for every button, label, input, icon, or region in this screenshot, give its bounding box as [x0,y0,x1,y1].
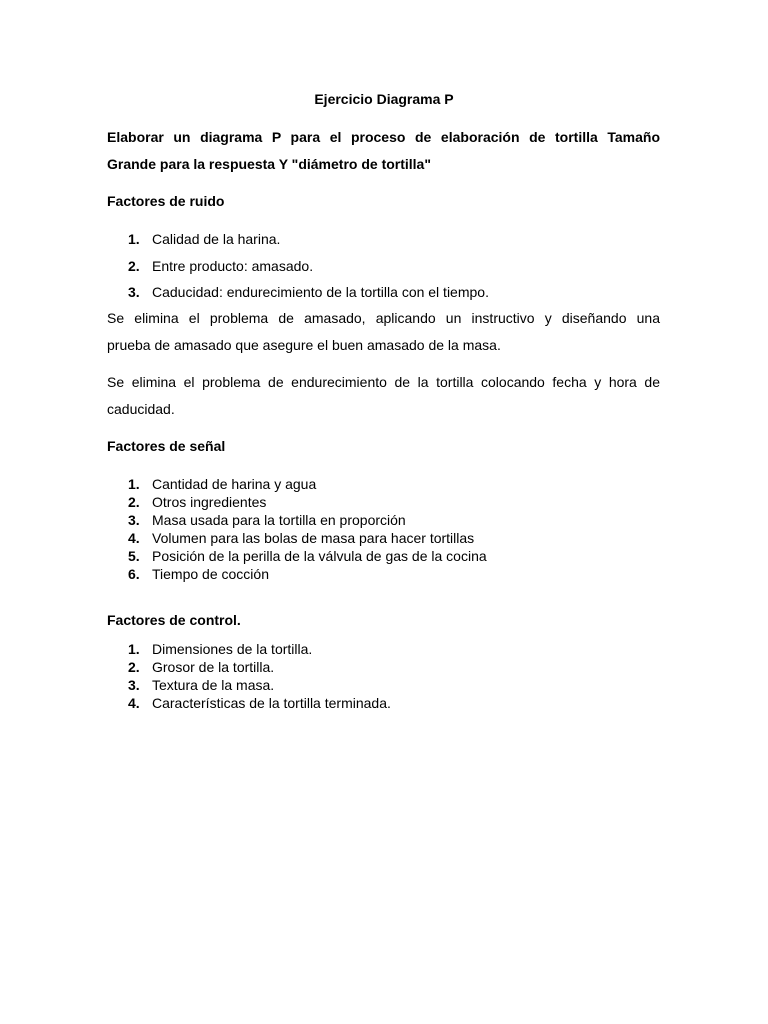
list-item-text: Grosor de la tortilla. [152,659,275,675]
list-item [128,229,489,256]
list-item-number: 1. [128,641,140,657]
list-item [128,493,487,511]
list-item-number: 2. [128,659,140,675]
list-item-text: Caducidad: endurecimiento de la tortilla con el tiempo. [152,284,489,300]
heading-factores-ruido: Factores de ruido [107,193,225,209]
list-item [128,529,487,547]
paragraph-line: Se elimina el problema de amasado, aplicando un instructivo y diseñando una [107,310,660,326]
list-item-text: Posición de la perilla de la válvula de gas de la cocina [152,548,487,564]
list-item [128,511,487,529]
heading-factores-control: Factores de control. [107,612,241,628]
document-title: Ejercicio Diagrama P [314,91,454,107]
list-factores-ruido [128,229,489,309]
list-item-text: Volumen para las bolas de masa para hacer tortillas [152,530,475,546]
list-item-number: 3. [128,677,140,693]
paragraph-line: caducidad. [107,401,175,417]
list-item [128,676,391,694]
list-item-number: 4. [128,530,140,546]
list-item [128,547,487,565]
intro-statement [107,124,660,178]
list-item-number: 2. [128,494,140,510]
list-item-number: 1. [128,231,140,247]
list-item-number: 6. [128,566,140,582]
list-item-number: 1. [128,476,140,492]
list-item-text: Calidad de la harina. [152,231,281,247]
list-item-number: 4. [128,695,140,711]
list-item-number: 3. [128,512,140,528]
heading-factores-senal: Factores de señal [107,438,226,454]
list-item [128,475,487,493]
intro-line-1: Elaborar un diagrama P para el proceso de elaboración de tortilla Tamaño [107,129,660,145]
list-item-text: Textura de la masa. [152,677,275,693]
list-item [128,640,391,658]
list-item-text: Entre producto: amasado. [152,257,314,274]
paragraph-line: prueba de amasado que asegure el buen amasado de la masa. [107,337,501,353]
list-item [128,256,489,283]
list-item [128,658,391,676]
list-item-number: 2. [128,257,140,274]
list-item-text: Masa usada para la tortilla en proporción [152,512,406,528]
list-item-text: Cantidad de harina y agua [152,476,317,492]
paragraph-amasado [107,305,660,359]
list-item-number: 5. [128,548,140,564]
list-item-text: Tiempo de cocción [152,566,269,582]
intro-line-2: Grande para la respuesta Y "diámetro de tortilla" [107,156,431,172]
list-item [128,694,391,712]
list-item [128,565,487,583]
list-factores-control [128,640,391,712]
list-item-text: Dimensiones de la tortilla. [152,641,313,657]
list-item-text: Características de la tortilla terminada. [152,695,391,711]
list-factores-senal [128,475,487,583]
paragraph-line: Se elimina el problema de endurecimiento de la tortilla colocando fecha y hora de [107,374,660,390]
list-item-number: 3. [128,284,140,300]
paragraph-endurecimiento [107,369,660,423]
list-item-text: Otros ingredientes [152,494,267,510]
